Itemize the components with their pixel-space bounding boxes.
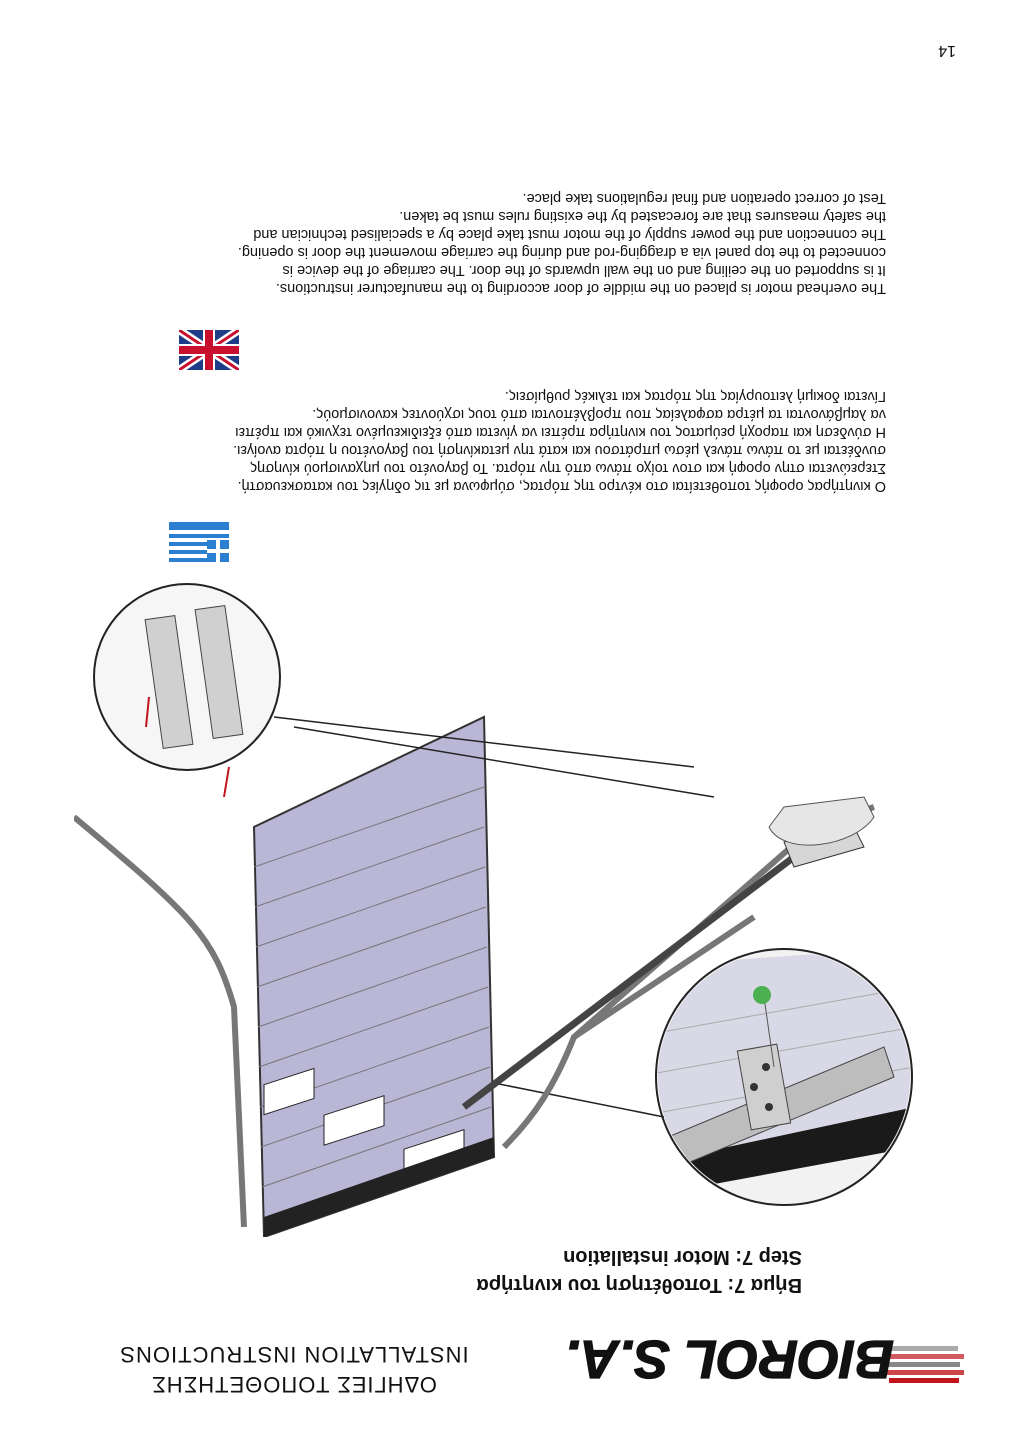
step-heading bbox=[476, 1243, 802, 1299]
greek-line-2: Στερεώνεται στην οροφή και στον τοίχο πάνω από την πόρτα. Το βαγονέτο του μηχανισμού κίνησης bbox=[250, 460, 886, 476]
garage-door-illustration bbox=[74, 577, 934, 1237]
title-english: INSTALLATION INSTRUCTIONS bbox=[119, 1342, 469, 1367]
english-line-4: The connection and the power supply of the motor must take place by a specialised technician and bbox=[253, 226, 886, 242]
english-line-5: the safety measures that are forecasted by the existing rules must be taken. bbox=[399, 208, 886, 224]
header-titles bbox=[104, 1339, 484, 1399]
greek-line-4: Η σύνδεση και παροχή ρεύματος του κινητήρα πρέπει να γίνεται από εξειδικευμένο τεχνικό και πρέπει bbox=[235, 424, 886, 440]
step-greek: Βήμα 7: Τοποθέτηση του κινητήρα bbox=[476, 1274, 802, 1296]
detail-wall-bracket bbox=[94, 584, 280, 797]
greek-line-5: να λαμβάνονται τα μέτρα ασφαλείας που προβλέπονται από τους ισχύοντες κανονισμούς. bbox=[312, 406, 886, 422]
greek-instructions bbox=[116, 387, 886, 495]
english-line-2: It is supported on the ceiling and on the wall upwards of the door. The carriage of the device is bbox=[282, 262, 886, 278]
greek-line-1: Ο κινητήρας οροφής τοποθετείται στο κέντρο της πόρτας, σύμφωνα με τις οδηγίες του κατασκευαστή. bbox=[237, 478, 886, 494]
greek-flag-icon bbox=[169, 522, 229, 562]
english-line-6: Test of correct operation and final regulations take place. bbox=[522, 190, 886, 206]
title-greek: ΟΔΗΓΙΕΣ ΤΟΠΟΘΕΤΗΣΗΣ bbox=[151, 1372, 437, 1397]
logo-text: BIOROL S.A. bbox=[564, 1329, 894, 1389]
detail-door-bracket bbox=[634, 947, 914, 1205]
logo-speed-stripes bbox=[884, 1346, 964, 1383]
page-number: 14 bbox=[938, 42, 956, 59]
biorol-logo bbox=[564, 1325, 964, 1405]
uk-flag-icon bbox=[179, 330, 239, 370]
english-line-3: connected to the top panel via a dragging-rod and during the carriage movement the door is opening. bbox=[237, 244, 886, 260]
greek-line-6: Γίνεται δοκιμή λειτουργίας της πόρτας και τελικές ρυθμίσεις. bbox=[504, 388, 886, 404]
step-english: Step 7: Motor installation bbox=[563, 1246, 802, 1268]
greek-line-3: συνδέεται με το πάνω πάνελ μέσω μπράτσου και κατά την μετακίνησή του βαγονέτου η πόρτα ανοίγει. bbox=[233, 442, 886, 458]
english-instructions bbox=[116, 189, 886, 297]
garage-door bbox=[254, 717, 494, 1237]
english-line-1: The overhead motor is placed on the middle of door according to the manufacturer instructions. bbox=[275, 280, 886, 296]
